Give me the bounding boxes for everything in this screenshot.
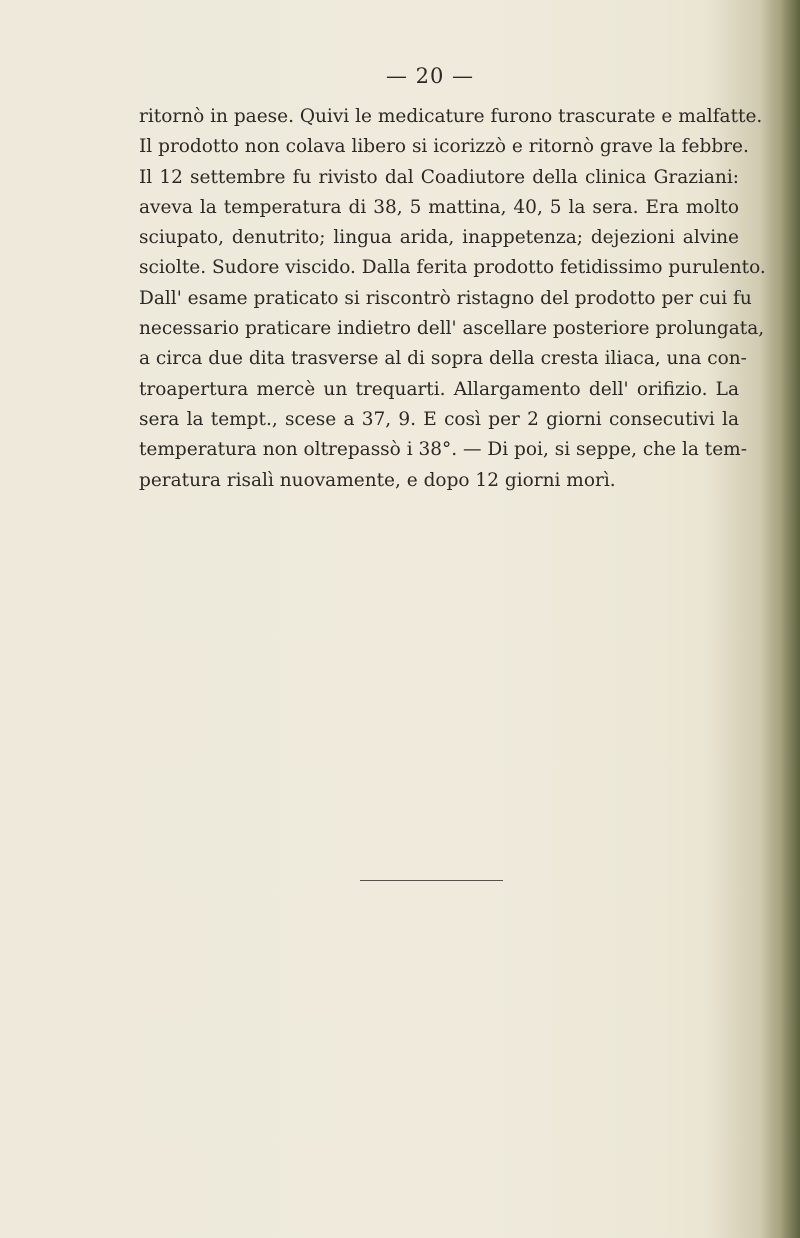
text-line: Dall' esame praticato si riscontrò ristagno del prodotto per cui fu — [139, 287, 752, 309]
text-line: aveva la temperatura di 38, 5 mattina, 40, 5 la sera. Era molto — [139, 196, 739, 218]
page-number: — 20 — — [385, 64, 475, 88]
text-line: sera la tempt., scese a 37, 9. E così per 2 giorni consecutivi la — [139, 408, 739, 430]
paragraph — [139, 102, 766, 496]
text-line: temperatura non oltrepassò i 38°. — Di poi, si seppe, che la tem- — [139, 439, 747, 461]
section-end-rule — [360, 880, 503, 881]
page-edge-shadow — [766, 0, 800, 1238]
text-line: sciolte. Sudore viscido. Dalla ferita prodotto fetidissimo purulento. — [139, 257, 766, 279]
text-line: sciupato, denutrito; lingua arida, inappetenza; dejezioni alvine — [139, 227, 739, 249]
text-line: a circa due dita trasverse al di sopra della cresta iliaca, una con- — [139, 348, 747, 370]
text-line: Il prodotto non colava libero si icorizzò e ritornò grave la febbre. — [139, 136, 749, 158]
text-line: Il 12 settembre fu rivisto dal Coadiutore della clinica Graziani: — [139, 166, 739, 188]
text-line: troapertura mercè un trequarti. Allargamento dell' orifizio. La — [139, 378, 739, 400]
text-line: peratura risalì nuovamente, e dopo 12 giorni morì. — [139, 469, 616, 491]
text-line: necessario praticare indietro dell' ascellare posteriore prolungata, — [139, 318, 765, 340]
text-line: ritornò in paese. Quivi le medicature furono trascurate e malfatte. — [139, 106, 763, 127]
